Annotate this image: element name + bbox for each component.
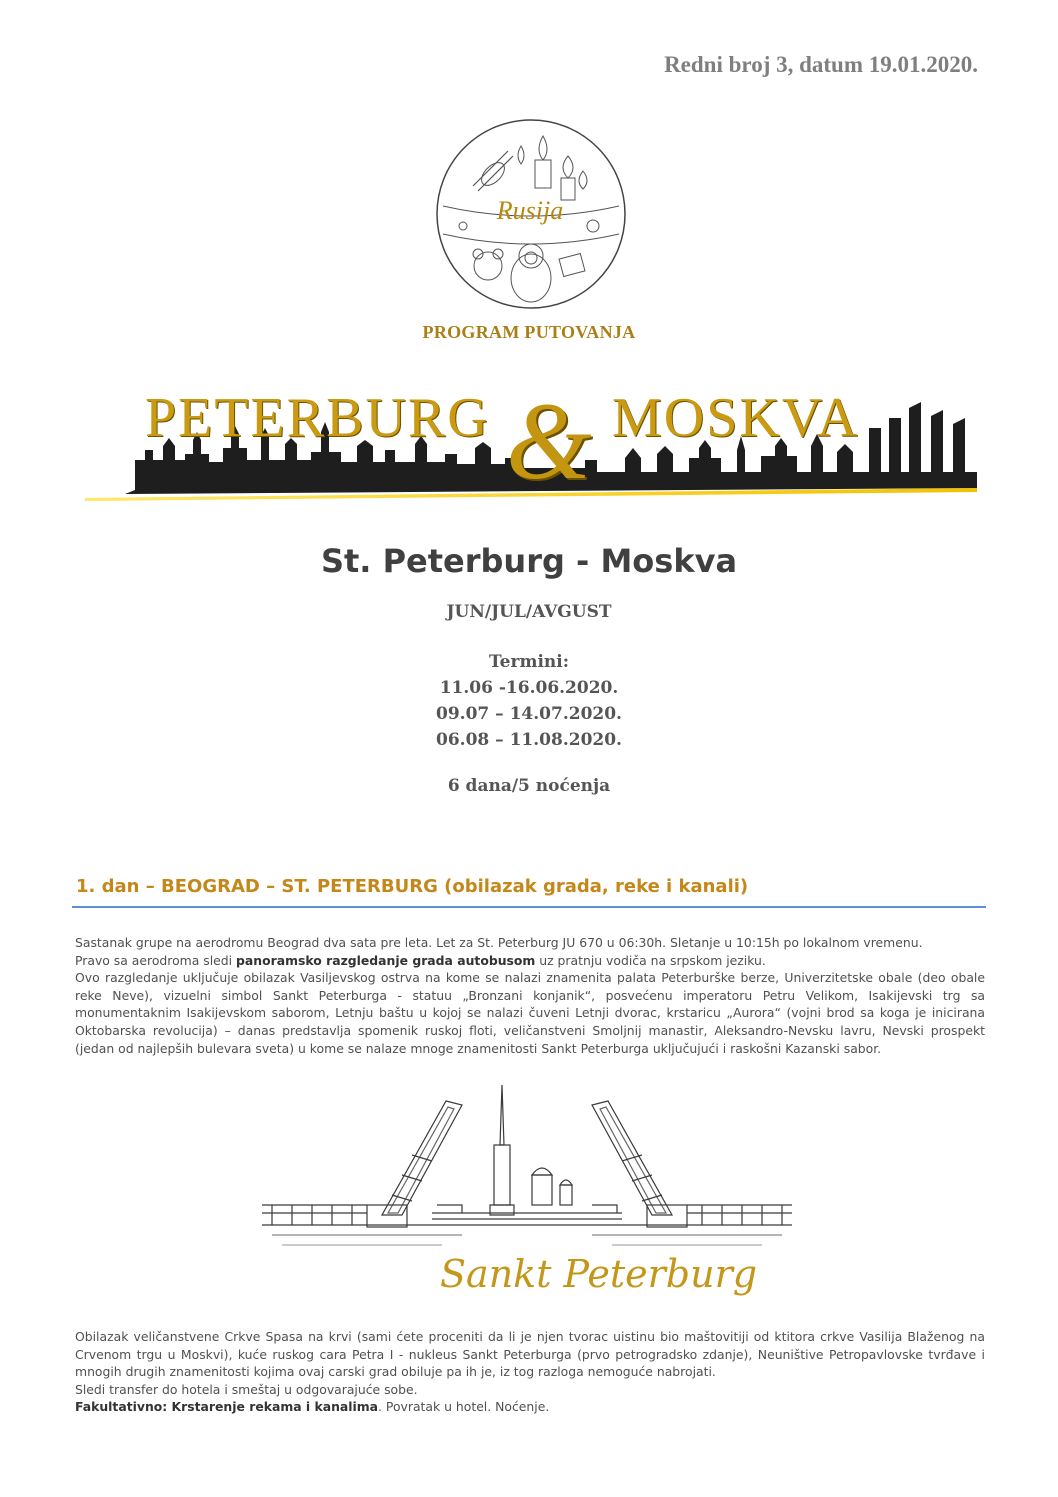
season: JUN/JUL/AVGUST [446,602,612,622]
text-run: . Povratak u hotel. Noćenje. [378,1399,550,1415]
date-item: 06.08 – 11.08.2020. [436,730,622,750]
paragraph-text: Sledi transfer do hotela i smeštaj u odgovarajuće sobe. [75,1381,418,1397]
dates-label: Termini: [488,652,569,672]
date-item: 11.06 -16.06.2020. [439,678,619,698]
illustration-caption: Sankt Peterburg [440,1252,758,1296]
banner-left-word: PETERBURG [145,387,490,449]
paragraph-line [75,1398,985,1416]
document-reference: Redni broj 3, datum 19.01.2020. [664,52,978,77]
paragraph-text: Ovo razgledanje uključuje obilazak Vasiljevskog ostrva na kome se nalazi znamenita palata Peterburške berze, Univerzitetske obale (deo obale reke Neve), vizuelni simbol Sankt Peterburga - statuu „Bronzani konjanik“, posvećenu imperatoru Petru Velikom, Isakijevski trg sa monumentaknim Isakijevskom saborom, Letnju baštu u kojoj se nalazi čuveni Letnji dvorac, krstaricu „Aurora“ (vojni brod sa koga je inicirana Oktobarska revolucija) – danas predstavlja spomenik ruskoj floti, veličanstveni Smoljnij manastir, Aleksandro-Nevsku lavru, Nevski prospekt (jedan od najlepših bulevara sveta) u kome se nalaze mnoge znamenitosti Sankt Peterburga uključujući i raskošni Kazanski sabor. [75,970,985,1056]
page-title: St. Peterburg - Moskva [320,542,738,580]
banner-ampersand: & [506,380,592,502]
bold-text: Fakultativno: Krstarenje rekama i kanalima [75,1399,379,1415]
day-paragraph [75,1328,985,1416]
date-item: 09.07 – 14.07.2020. [436,704,622,724]
heading-divider [72,906,986,908]
banner-right-word: MOSKVA [612,387,860,449]
text-run: Pravo sa aerodroma sledi [75,952,237,968]
seal-word: Rusija [496,196,564,225]
paragraph-line: Sastanak grupe na aerodromu Beograd dva sata pre leta. Let za St. Peterburg JU 670 u 06:30h. Sletanje u 10:15h po lokalnom vremenu. [75,935,923,950]
program-label: PROGRAM PUTOVANJA [422,322,636,342]
duration: 6 dana/5 noćenja [447,776,611,796]
text-run: uz pratnju vodiča na srpskom jeziku. [535,952,766,968]
day-heading: 1. dan – BEOGRAD – ST. PETERBURG (obilazak grada, reke i kanali) [76,876,749,897]
bold-text: panoramsko razgledanje grada autobusom [236,952,536,968]
day-paragraph [75,934,985,1057]
paragraph-line [75,952,985,970]
paragraph-text: Obilazak veličanstvene Crkve Spasa na krvi (sami ćete proceniti da li je njen tvorac uistinu bio maštovitiji od ktitora crkve Vasilija Blaženog na Crvenom trgu u Moskvi), kuće ruskog cara Petra I - nukleus Sankt Peterburga (prvo petrogradsko zdanje), Neuništive Petropavlovske tvrđave i mnogih drugih znamenitosti kojima ovaj carski grad obiluje pa ih je, iz tog razloga nemoguće nabrojati. [75,1329,985,1380]
